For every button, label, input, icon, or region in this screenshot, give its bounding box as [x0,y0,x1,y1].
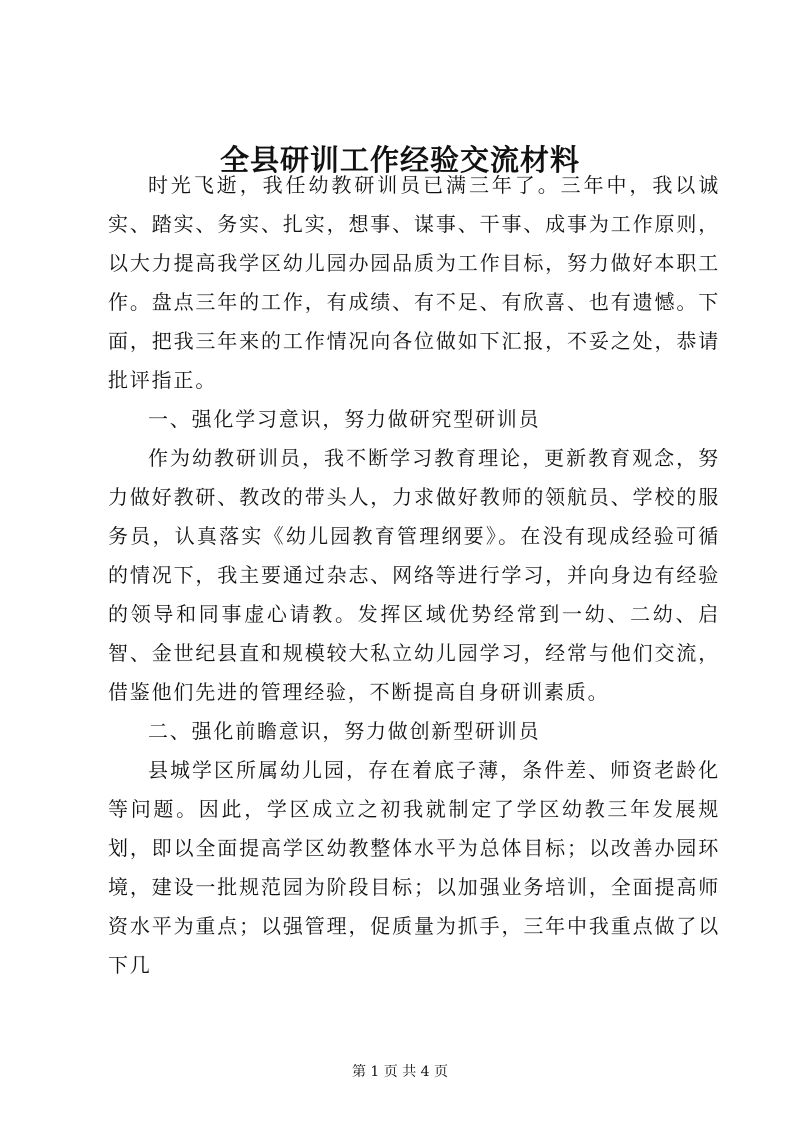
paragraph-intro: 时光飞逝，我任幼教研训员已满三年了。三年中，我以诚实、踏实、务实、扎实，想事、谋事、干事、成事为工作原则，以大力提高我学区幼儿园办园品质为工作目标，努力做好本职工作。盘点三年的工作，有成绩、有不足、有欣喜、也有遗憾。下面，把我三年来的工作情况向各位做如下汇报，不妥之处，恭请批评指正。 [108,173,720,392]
paragraph-section-1: 作为幼教研训员，我不断学习教育理论，更新教育观念，努力做好教研、教改的带头人，力求做好教师的领航员、学校的服务员，认真落实《幼儿园教育管理纲要》。在没有现成经验可循的情况下，我主要通过杂志、网络等进行学习，并向身边有经验的领导和同事虚心请教。发挥区域优势经常到一幼、二幼、启智、金世纪县直和规模较大私立幼儿园学习，经常与他们交流，借鉴他们先进的管理经验，不断提高自身研训素质。 [108,446,720,704]
section-heading-1: 一、强化学习意识，努力做研究型研训员 [148,407,541,431]
document-title: 全县研训工作经验交流材料 [219,143,580,177]
section-heading-2: 二、强化前瞻意识，努力做创新型研训员 [148,719,541,743]
page-number-footer: 第 1 页 共 4 页 [351,1064,449,1080]
document-body [108,166,720,985]
paragraph-section-2: 县城学区所属幼儿园，存在着底子薄，条件差、师资老龄化等问题。因此，学区成立之初我就制定了学区幼教三年发展规划，即以全面提高学区幼教整体水平为总体目标；以改善办园环境，建设一批规范园为阶段目标；以加强业务培训，全面提高师资水平为重点；以强管理，促质量为抓手，三年中我重点做了以下几 [108,758,720,977]
